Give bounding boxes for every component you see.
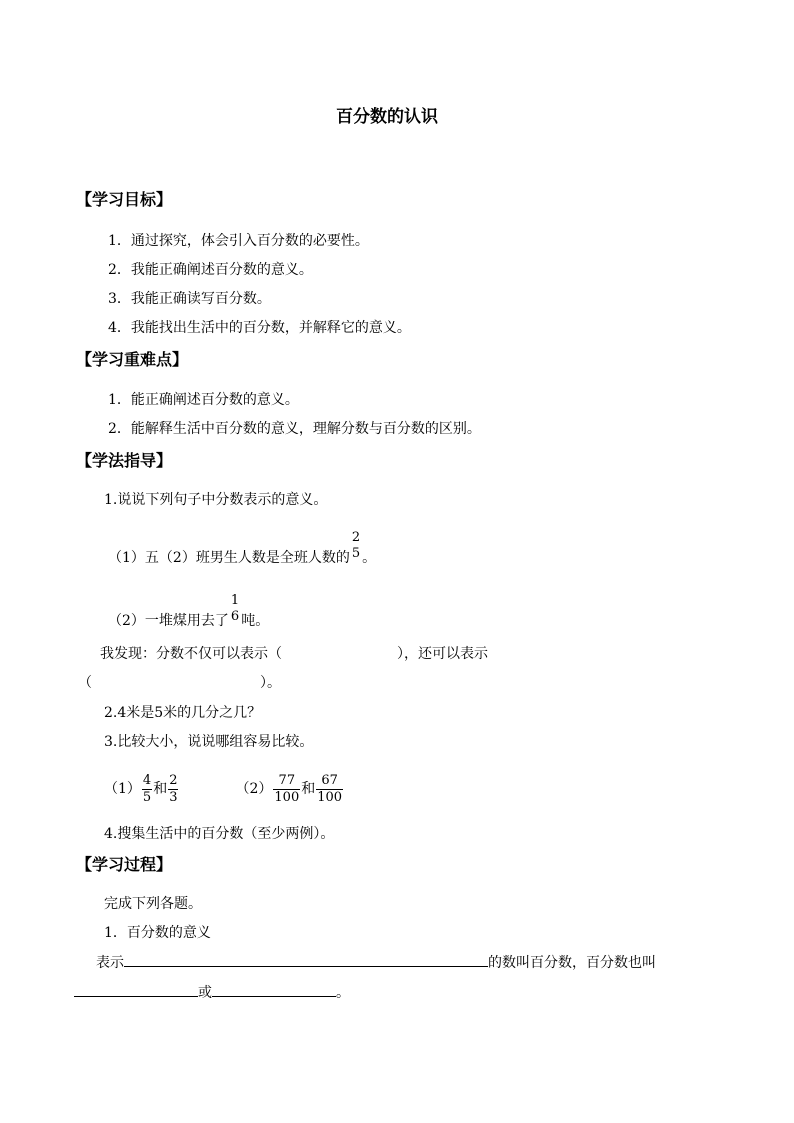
objective-item-4: 4．我能找出生活中的百分数，并解释它的意义。 [108, 320, 411, 336]
discover-mid: ），还可以表示 [397, 646, 488, 662]
fraction-4-5 [142, 774, 152, 805]
fraction-numerator: 2 [169, 772, 178, 788]
fraction-2-5 [351, 531, 361, 561]
fraction-numerator: 2 [351, 530, 361, 545]
objective-item-3: 3．我能正确读写百分数。 [108, 291, 271, 307]
question-1b-end: 吨。 [241, 613, 270, 629]
process-alias-line [74, 983, 350, 1003]
section-heading-key-points: 【学习重难点】 [76, 350, 189, 369]
comparison-2-and: 和 [301, 781, 316, 797]
guidance-question-3: 3.比较大小，说说哪组容易比较。 [104, 734, 314, 750]
fraction-denominator: 5 [142, 789, 152, 805]
fraction-denominator: 3 [169, 789, 178, 805]
guidance-question-1b [108, 593, 270, 636]
discover-line2-open: （ [78, 675, 92, 691]
section-heading-objectives: 【学习目标】 [76, 190, 173, 209]
discover-start: 我发现：分数不仅可以表示（ [100, 646, 282, 662]
question-1a-text: （1）五（2）班男生人数是全班人数的 [108, 550, 350, 566]
comparison-1-and: 和 [153, 781, 168, 797]
fraction-67-100 [316, 774, 343, 805]
fraction-numerator: 4 [142, 772, 152, 788]
comparison-row [104, 771, 344, 807]
fraction-denominator: 100 [274, 789, 300, 805]
process-definition-line [96, 953, 656, 973]
section-heading-process: 【学习过程】 [76, 855, 173, 874]
fraction-77-100 [273, 774, 300, 805]
objective-item-2: 2．我能正确阐述百分数的意义。 [108, 262, 313, 278]
fraction-1-6 [230, 594, 240, 624]
alias-or: 或 [198, 985, 212, 1001]
fraction-numerator: 77 [278, 772, 296, 788]
guidance-question-1a [108, 530, 377, 573]
definition-end: 的数叫百分数，百分数也叫 [488, 955, 656, 971]
fraction-2-3 [168, 774, 178, 805]
fraction-numerator: 67 [321, 772, 338, 788]
fraction-denominator: 6 [230, 609, 240, 624]
key-point-item-2: 2．能解释生活中百分数的意义，理解分数与百分数的区别。 [108, 421, 481, 437]
fraction-numerator: 1 [230, 593, 240, 608]
guidance-question-2: 2.4米是5米的几分之几？ [104, 705, 262, 721]
fraction-denominator: 5 [351, 546, 361, 561]
key-point-item-1: 1．能正确阐述百分数的意义。 [108, 392, 299, 408]
alias-blank-1[interactable] [74, 996, 198, 997]
alias-blank-2[interactable] [212, 996, 336, 997]
comparison-2-label: （2） [235, 781, 273, 797]
guidance-question-4: 4.搜集生活中的百分数（至少两例）。 [104, 826, 335, 842]
section-heading-guidance: 【学法指导】 [76, 451, 173, 470]
question-1a-end: 。 [362, 550, 377, 566]
discover-line2-close: ）。 [260, 675, 281, 691]
discover-line-1 [100, 644, 488, 664]
definition-blank[interactable] [124, 966, 488, 967]
definition-start: 表示 [96, 955, 124, 971]
guidance-question-1: 1.说说下列句子中分数表示的意义。 [104, 492, 328, 508]
process-intro: 完成下列各题。 [104, 896, 202, 912]
question-1b-text: （2）一堆煤用去了 [108, 613, 229, 629]
fraction-denominator: 100 [317, 789, 343, 805]
page-title: 百分数的认识 [336, 107, 438, 127]
alias-end: 。 [336, 985, 350, 1001]
comparison-1-label: （1） [104, 781, 141, 797]
objective-item-1: 1．通过探究，体会引入百分数的必要性。 [108, 233, 369, 249]
process-item-1: 1．百分数的意义 [104, 925, 211, 941]
discover-line-2 [78, 673, 281, 693]
